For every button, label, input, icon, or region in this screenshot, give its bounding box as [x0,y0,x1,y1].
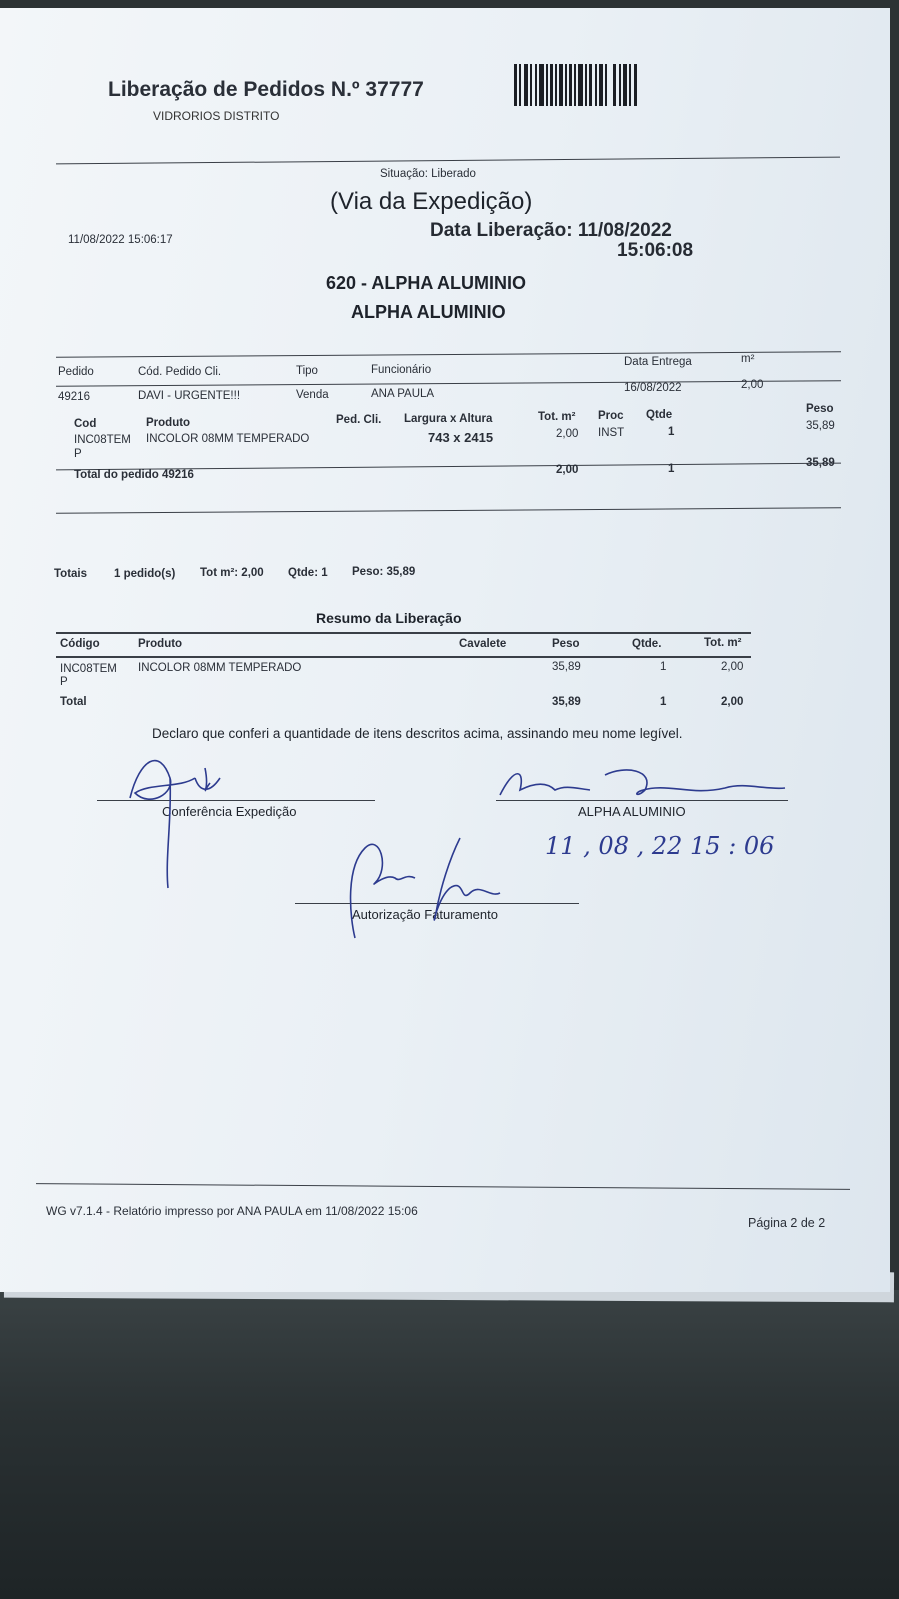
report-info: WG v7.1.4 - Relatório impresso por ANA PAULA em 11/08/2022 15:06 [46,1204,418,1218]
totals-pedidos: 1 pedido(s) [114,568,176,580]
summary-row-produto: INCOLOR 08MM TEMPERADO [138,662,302,674]
order-table-top-line [56,351,841,357]
totals-qtde: Qtde: 1 [288,567,328,579]
summary-col-codigo: Código [60,638,100,650]
autorizacao-label: Autorização Faturamento [352,907,498,922]
handwritten-date: 11 , 08 , 22 15 : 06 [545,832,775,860]
document-title: Liberação de Pedidos N.º 37777 [108,78,424,101]
autorizacao-handwritten-signature [340,828,520,948]
order-funcionario: ANA PAULA [371,388,435,400]
item-col-ped-cli: Ped. Cli. [336,414,382,426]
summary-row-tot-m2: 2,00 [721,661,744,673]
item-qtde: 1 [668,426,675,438]
document-page [0,8,890,1292]
summary-top-line [56,632,751,634]
order-total-m2: 2,00 [556,464,579,476]
col-header-m2: m² [741,353,755,365]
totals-m2: Tot m²: 2,00 [200,567,264,579]
summary-header-line [56,656,751,658]
item-col-cod: Cod [74,418,97,430]
table-surface [0,1290,899,1599]
item-col-largura-altura: Largura x Altura [404,413,493,425]
summary-total-tot-m2: 2,00 [721,696,744,708]
item-col-proc: Proc [598,410,624,422]
summary-col-tot-m2: Tot. m² [704,637,742,649]
summary-col-cavalete: Cavalete [459,638,507,650]
col-header-data-entrega: Data Entrega [624,356,692,368]
item-col-peso: Peso [806,403,834,415]
order-tipo: Venda [296,389,329,401]
summary-total-qtde: 1 [660,696,667,708]
summary-col-peso: Peso [552,638,580,650]
item-proc: INST [598,427,625,439]
copy-type: (Via da Expedição) [330,188,533,215]
print-datetime: 11/08/2022 15:06:17 [68,234,173,246]
order-m2: 2,00 [741,379,764,391]
conferencia-handwritten-signature [110,738,250,898]
order-data-entrega: 16/08/2022 [624,382,682,394]
client-code-name: 620 - ALPHA ALUMINIO [326,273,527,293]
alpha-handwritten-signature [495,760,795,810]
col-header-cod-pedido-cli: Cód. Pedido Cli. [138,366,222,378]
col-header-tipo: Tipo [296,365,318,377]
header-divider [56,157,840,165]
footer-line [36,1183,850,1190]
item-col-tot-m2: Tot. m² [538,411,576,423]
declaration-text: Declaro que conferi a quantidade de itens descritos acima, assinando meu nome legível. [152,726,683,741]
company-name: VIDRORIOS DISTRITO [153,109,280,123]
item-cod-wrap: P [74,448,82,460]
summary-total-peso: 35,89 [552,696,581,708]
conferencia-label: Conferência Expedição [162,804,297,819]
order-total-label: Total do pedido 49216 [74,469,194,481]
summary-col-qtde: Qtde. [632,638,662,650]
summary-title: Resumo da Liberação [316,610,462,626]
order-cod-pedido-cli: DAVI - URGENTE!!! [138,390,241,402]
summary-row-qtde: 1 [660,661,667,673]
summary-col-produto: Produto [138,638,183,650]
summary-row-codigo-wrap: P [60,676,68,688]
item-tot-m2: 2,00 [556,428,579,440]
item-peso: 35,89 [806,420,835,432]
summary-row-peso: 35,89 [552,661,581,673]
item-produto: INCOLOR 08MM TEMPERADO [146,433,310,445]
item-col-produto: Produto [146,417,191,429]
barcode [514,64,654,106]
release-time: 15:06:08 [617,240,694,261]
client-name: ALPHA ALUMINIO [351,302,506,322]
order-header-line [56,380,841,386]
totals-label: Totais [54,568,88,580]
release-date: Data Liberação: 11/08/2022 [430,220,672,241]
page-number: Página 2 de 2 [748,1216,826,1230]
order-table-bottom-line [56,507,841,513]
order-total-peso: 35,89 [806,457,835,469]
totals-peso: Peso: 35,89 [352,566,416,578]
order-total-qtde: 1 [668,463,675,475]
item-cod: INC08TEM [74,434,131,446]
situation-status: Situação: Liberado [380,168,476,180]
item-col-qtde: Qtde [646,409,673,421]
alpha-aluminio-label: ALPHA ALUMINIO [578,804,686,819]
item-largura-altura: 743 x 2415 [428,430,494,445]
summary-total-label: Total [60,696,87,708]
col-header-pedido: Pedido [58,366,94,378]
order-pedido: 49216 [58,391,90,403]
summary-row-codigo: INC08TEM [60,663,117,675]
col-header-funcionario: Funcionário [371,364,432,376]
